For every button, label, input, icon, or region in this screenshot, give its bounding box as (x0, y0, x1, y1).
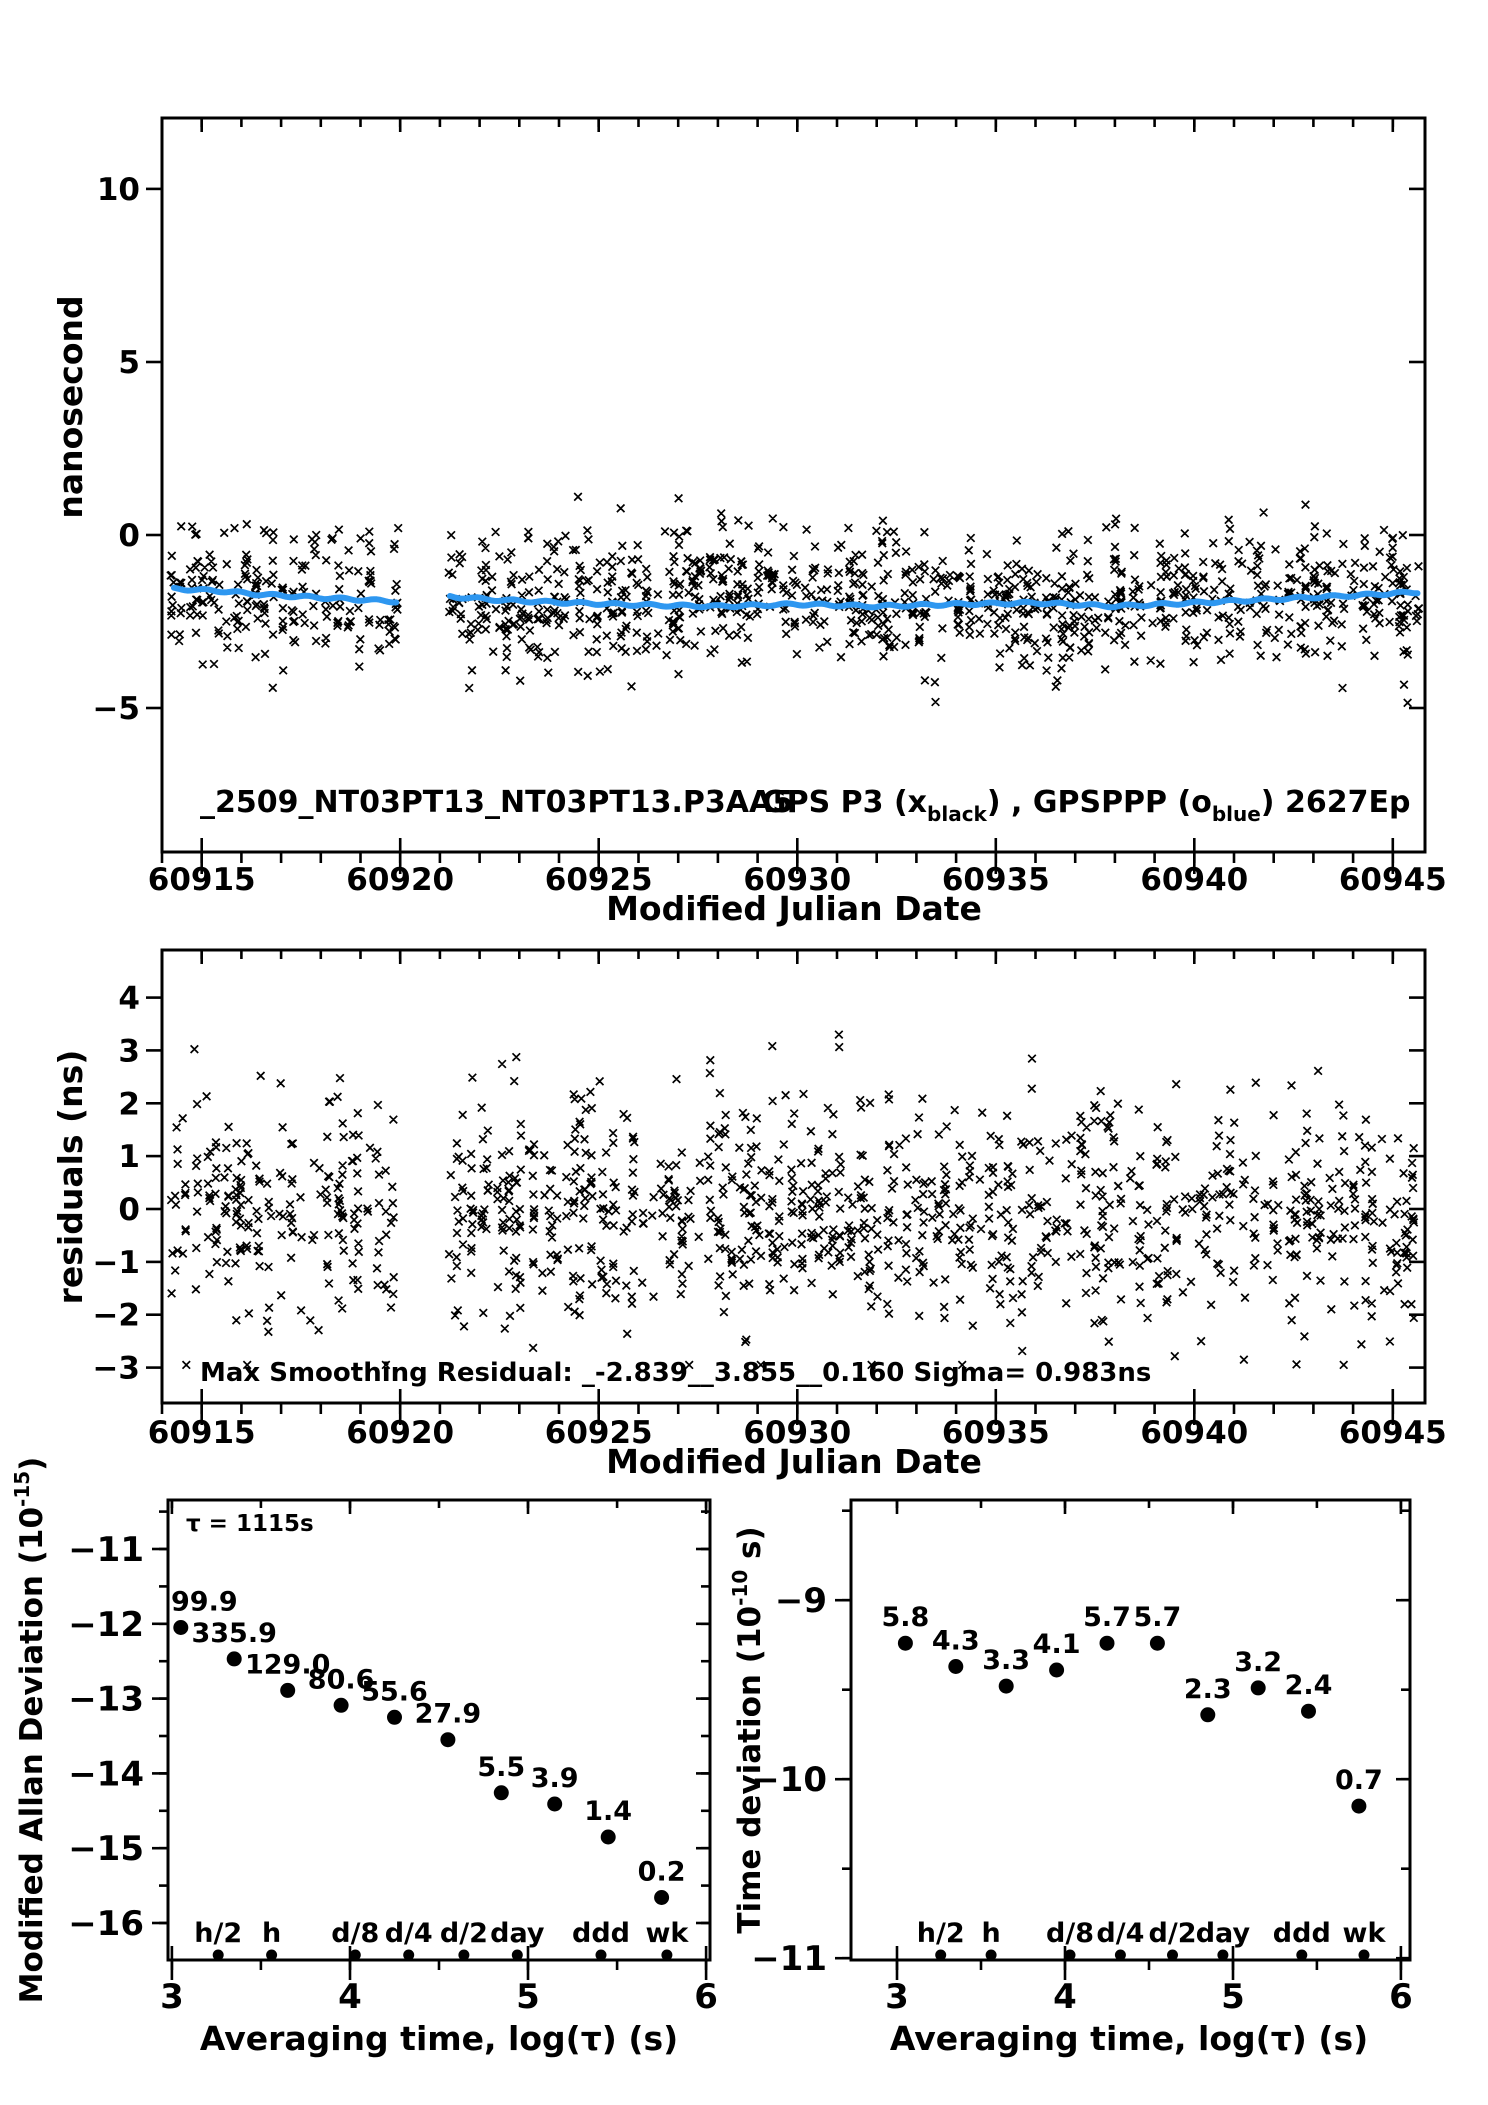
p1-title-series: GPS P3 $(x_{black})$ , GPSPPP $(o_{blue})$ 2627Ep (762, 785, 1411, 826)
y-tick-label: −16 (68, 1904, 144, 1944)
tau-mark-label: h (261, 1918, 282, 1949)
x-tick-label: 60945 (1338, 862, 1447, 898)
x-tick-label: 60940 (1140, 1415, 1249, 1451)
p1-title-id: _2509_NT03PT13_NT03PT13.P3AA5 (200, 785, 794, 820)
tau-mark-dot (458, 1950, 469, 1961)
data-point (334, 1698, 349, 1713)
x-tick-label: 60920 (346, 1415, 455, 1451)
data-point (1150, 1636, 1165, 1651)
tau-mark-label: d/4 (1096, 1918, 1145, 1949)
data-point (654, 1890, 669, 1905)
panel-modified-allan-deviation (10, 1457, 718, 2017)
data-point-label: 335.9 (191, 1617, 277, 1649)
tau-mark-label: h/2 (194, 1918, 243, 1949)
y-tick-label: 0 (118, 1192, 140, 1228)
tau-mark-label: d/8 (331, 1918, 380, 1949)
tau-mark-dot (1167, 1950, 1178, 1961)
data-point-label: 5.7 (1133, 1602, 1182, 1634)
plot-frame (168, 1500, 710, 1960)
tau-mark-dot (1217, 1950, 1228, 1961)
y-tick-label: −14 (68, 1754, 144, 1795)
data-point (547, 1797, 562, 1812)
tau-mark-label: ddd (1272, 1918, 1331, 1949)
data-point (280, 1683, 295, 1698)
tau-mark-label: h/2 (916, 1918, 965, 1949)
data-point-label: 2.4 (1284, 1670, 1333, 1702)
tau-mark-label: day (490, 1918, 545, 1949)
x-tick-label: 60935 (941, 1415, 1050, 1451)
y-tick-label: −1 (92, 1244, 140, 1281)
data-point-label: 80.6 (307, 1664, 375, 1696)
x-tick-label: 3 (160, 1977, 184, 2017)
tau-mark-label: wk (1342, 1918, 1386, 1949)
p3-tau-annotation: τ = 1115s (186, 1511, 314, 1537)
y-axis-title: Time deviation ($10^{-10}$ s) (728, 1526, 768, 1934)
y-tick-label: −9 (774, 1581, 827, 1622)
tau-mark-dot (1359, 1950, 1370, 1961)
y-tick-label: −2 (92, 1297, 140, 1334)
y-tick-label: 4 (118, 980, 140, 1017)
x-tick-label: 60930 (743, 1415, 852, 1451)
p2-residual-annotation: Max Smoothing Residual: _-2.839__3.855__0.160 Sigma= 0.983ns (200, 1358, 1152, 1388)
data-point-label: 27.9 (414, 1698, 482, 1730)
tau-mark-label: d/4 (384, 1918, 433, 1949)
x-tick-label: 5 (516, 1977, 540, 2017)
data-point-label: 4.3 (931, 1625, 980, 1657)
x-tick-label: 60935 (941, 862, 1050, 898)
data-point (1251, 1680, 1266, 1695)
data-point (440, 1732, 455, 1747)
x-tick-label: 3 (885, 1977, 909, 2017)
tau-mark-dot (512, 1950, 523, 1961)
x-tick-label: 6 (694, 1977, 718, 2017)
tau-mark-dot (661, 1950, 672, 1961)
plot-frame (851, 1500, 1410, 1960)
p2-x-axis-title: Modified Julian Date (606, 1442, 982, 1481)
data-point (1200, 1707, 1215, 1722)
p2-y-axis-title: residuals (ns) (51, 1049, 90, 1305)
x-tick-label: 60925 (544, 862, 653, 898)
tau-mark-label: h (981, 1918, 1001, 1949)
data-point (1100, 1636, 1115, 1651)
tau-mark-label: d/2 (439, 1918, 488, 1949)
panel-time-deviation (728, 1500, 1413, 2017)
data-point-label: 129.0 (244, 1649, 331, 1681)
y-tick-label: −3 (92, 1350, 140, 1387)
data-point-label: 3.9 (530, 1763, 579, 1794)
y-tick-label: 10 (96, 171, 140, 208)
y-tick-label: 0 (118, 518, 140, 554)
scatter-layer (167, 493, 1423, 707)
x-tick-label: 60925 (544, 1415, 653, 1451)
panel-gps-comparison (92, 118, 1446, 898)
data-point-label: 5.8 (881, 1602, 930, 1634)
x-tick-label: 4 (1053, 1977, 1077, 2017)
y-tick-label: −11 (751, 1939, 827, 1980)
tau-mark-label: wk (645, 1918, 689, 1949)
tau-mark-dot (350, 1950, 361, 1961)
data-point-label: 99.9 (171, 1586, 238, 1618)
tau-mark-dot (935, 1950, 946, 1961)
y-tick-label: 1 (118, 1139, 140, 1176)
tau-mark-dot (986, 1950, 997, 1961)
data-point (227, 1651, 242, 1666)
x-tick-label: 60945 (1338, 1415, 1447, 1451)
y-tick-label: 3 (118, 1033, 140, 1070)
data-point-label: 2.3 (1183, 1673, 1232, 1705)
tau-mark-label: ddd (572, 1918, 630, 1949)
p4-x-axis-title: Averaging time, log(τ) (s) (889, 2019, 1369, 2058)
x-tick-label: 60940 (1140, 862, 1249, 898)
data-point (948, 1659, 963, 1674)
data-point (1351, 1799, 1366, 1814)
tau-mark-dot (1065, 1950, 1076, 1961)
data-point (494, 1785, 509, 1800)
residuals-scatter-points (167, 1031, 1417, 1369)
tau-mark-dot (1115, 1950, 1126, 1961)
tau-mark-label: day (1195, 1918, 1251, 1949)
data-point-label: 5.5 (477, 1751, 526, 1783)
tau-mark-dot (1296, 1950, 1307, 1961)
data-point (898, 1636, 913, 1651)
data-point-label: 0.7 (1334, 1765, 1383, 1797)
y-axis-title: Modified Allan Deviation $(10^{-15})$ (10, 1456, 50, 2004)
scatter-layer (167, 1031, 1417, 1369)
p3-x-axis-title: Averaging time, log(τ) (s) (199, 2019, 679, 2058)
p1-x-axis-title: Modified Julian Date (606, 889, 982, 928)
x-tick-label: 4 (338, 1977, 362, 2017)
x-tick-label: 60930 (743, 862, 852, 898)
y-tick-label: −15 (68, 1829, 144, 1870)
y-tick-label: 2 (118, 1086, 140, 1123)
y-tick-label: 5 (118, 345, 140, 381)
data-point (601, 1830, 616, 1845)
tau-mark-label: d/2 (1148, 1918, 1197, 1949)
y-tick-label: −10 (751, 1760, 827, 1801)
data-point-label: 55.6 (361, 1676, 428, 1708)
data-point-label: 3.3 (982, 1645, 1031, 1677)
data-point-label: 1.4 (584, 1796, 633, 1827)
data-point-label: 5.7 (1083, 1602, 1131, 1634)
plot-frame (162, 118, 1425, 852)
data-point (387, 1710, 402, 1725)
data-point (999, 1679, 1014, 1694)
y-tick-label: −11 (68, 1530, 144, 1570)
data-point (1301, 1704, 1316, 1719)
p1-y-axis-title: nanosecond (51, 295, 90, 519)
y-tick-label: −5 (92, 691, 140, 727)
tau-mark-dot (266, 1950, 277, 1961)
data-point (1049, 1663, 1064, 1678)
tau-mark-label: d/8 (1046, 1918, 1094, 1949)
x-tick-label: 60920 (346, 862, 455, 898)
data-point-label: 3.2 (1234, 1646, 1283, 1678)
y-tick-label: −13 (68, 1679, 144, 1720)
data-point-label: 4.1 (1032, 1629, 1081, 1660)
x-tick-label: 5 (1221, 1977, 1245, 2017)
data-point-label: 0.2 (637, 1856, 686, 1888)
data-point (173, 1620, 188, 1635)
tau-mark-dot (596, 1950, 607, 1961)
y-tick-label: −12 (68, 1604, 144, 1645)
tau-mark-dot (403, 1950, 414, 1961)
x-tick-label: 60915 (147, 862, 256, 898)
tau-mark-dot (213, 1950, 224, 1961)
x-tick-label: 60915 (147, 1415, 256, 1451)
x-tick-label: 6 (1389, 1977, 1413, 2017)
